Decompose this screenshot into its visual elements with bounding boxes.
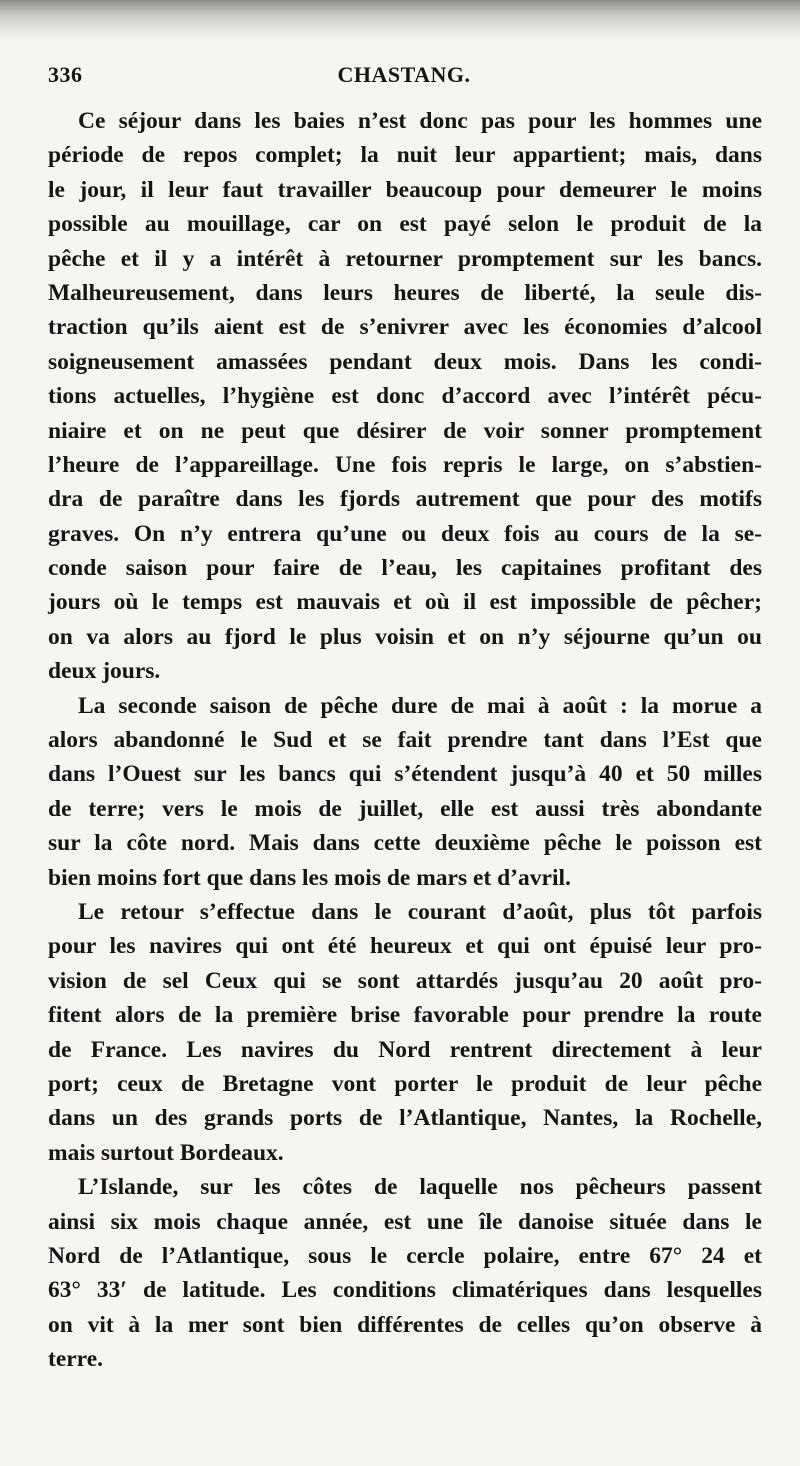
text-line: Malheureusement, dans leurs heures de liberté, la seule dis- xyxy=(48,279,762,306)
text-line: Ce séjour dans les baies n’est donc pas pour les hommes une xyxy=(78,108,762,134)
text-line: 63° 33′ de latitude. Les conditions climatériques dans lesquelles xyxy=(48,1277,762,1304)
text-line: ainsi six mois chaque année, est une île danoise située dans le xyxy=(48,1208,762,1235)
text-line: conde saison pour faire de l’eau, les capitaines profitant des xyxy=(48,555,762,582)
paragraph xyxy=(48,1170,762,1376)
text-line: période de repos complet; la nuit leur appartient; mais, dans xyxy=(48,142,762,169)
text-line: terre. xyxy=(48,1346,103,1373)
text-line: on va alors au fjord le plus voisin et on n’y séjourne qu’un ou xyxy=(48,623,762,650)
text-line: niaire et on ne peut que désirer de voir sonner promptement xyxy=(48,417,762,444)
text-line: l’heure de l’appareillage. Une fois repris le large, on s’abstien- xyxy=(48,451,762,478)
paragraph xyxy=(48,895,762,1170)
text-line: dra de paraître dans les fjords autrement que pour des motifs xyxy=(48,486,762,513)
text-line: possible au mouillage, car on est payé selon le produit de la xyxy=(48,211,762,238)
paragraph xyxy=(48,104,762,689)
text-line: de terre; vers le mois de juillet, elle est aussi très abondante xyxy=(48,795,762,822)
text-line: dans un des grands ports de l’Atlantique, Nantes, la Rochelle, xyxy=(48,1105,762,1132)
text-line: graves. On n’y entrera qu’une ou deux fois au cours de la se- xyxy=(48,520,762,547)
text-line: tions actuelles, l’hygiène est donc d’accord avec l’intérêt pécu- xyxy=(48,383,762,410)
text-line: Nord de l’Atlantique, sous le cercle polaire, entre 67° 24 et xyxy=(48,1242,762,1269)
scan-shadow-edge xyxy=(0,0,800,42)
text-line: pêche et il y a intérêt à retourner promptement sur les bancs. xyxy=(48,245,762,272)
text-line: traction qu’ils aient est de s’enivrer avec les économies d’alcool xyxy=(48,314,762,341)
running-title: CHASTANG. xyxy=(337,62,471,87)
text-line: pour les navires qui ont été heureux et qui ont épuisé leur pro- xyxy=(48,933,762,960)
text-line: La seconde saison de pêche dure de mai à août : la morue a xyxy=(78,692,762,719)
text-line: soigneusement amassées pendant deux mois. Dans les condi- xyxy=(48,348,762,375)
page-header xyxy=(48,62,760,98)
text-line: sur la côte nord. Mais dans cette deuxième pêche le poisson est xyxy=(48,830,762,857)
text-line: fitent alors de la première brise favorable pour prendre la route xyxy=(48,1002,762,1029)
text-line: jours où le temps est mauvais et où il est impossible de pêcher; xyxy=(48,589,762,616)
text-line: bien moins fort que dans les mois de mars et d’avril. xyxy=(48,864,571,891)
paragraph xyxy=(48,689,762,895)
text-line: mais surtout Bordeaux. xyxy=(48,1139,284,1166)
text-line: alors abandonné le Sud et se fait prendre tant dans l’Est que xyxy=(48,727,762,754)
text-line: de France. Les navires du Nord rentrent directement à leur xyxy=(48,1036,762,1063)
text-line: dans l’Ouest sur les bancs qui s’étendent jusqu’à 40 et 50 milles xyxy=(48,761,762,788)
text-line: deux jours. xyxy=(48,658,161,685)
text-line: port; ceux de Bretagne vont porter le produit de leur pêche xyxy=(48,1070,762,1097)
page-number: 336 xyxy=(48,62,83,87)
text-line: L’Islande, sur les côtes de laquelle nos pêcheurs passent xyxy=(78,1174,762,1201)
text-line: vision de sel Ceux qui se sont attardés jusqu’au 20 août pro- xyxy=(48,967,762,994)
body-text xyxy=(48,104,762,1376)
text-line: le jour, il leur faut travailler beaucoup pour demeurer le moins xyxy=(48,176,762,203)
text-line: on vit à la mer sont bien différentes de celles qu’on observe à xyxy=(48,1311,762,1338)
text-line: Le retour s’effectue dans le courant d’août, plus tôt parfois xyxy=(78,898,762,925)
